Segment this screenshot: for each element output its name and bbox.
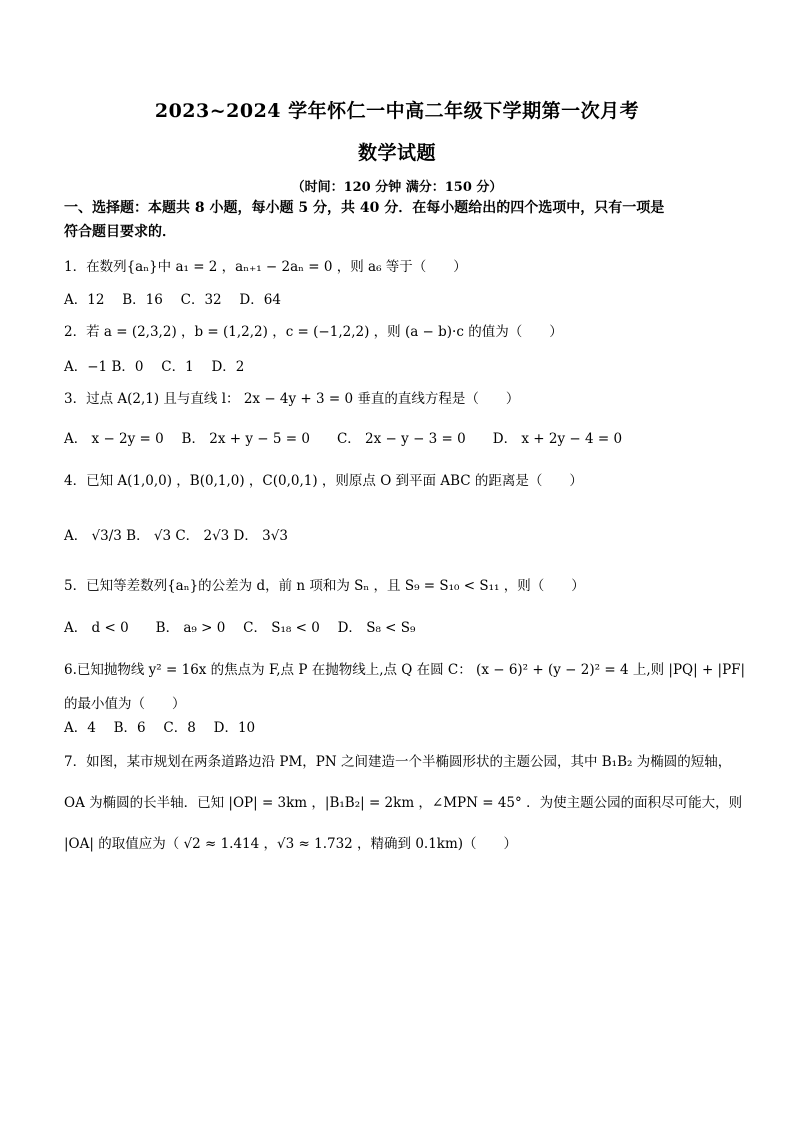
question-4-stem: 4．已知 A(1,0,0) ，B(0,1,0) ，C(0,0,1) ，则原点 O 到平面 ABC 的距离是（ ） <box>64 473 583 489</box>
section-heading-line2: 符合题目要求的． <box>64 224 176 240</box>
question-1-options: A．12 B．16 C．32 D．64 <box>64 292 281 308</box>
question-5-options: A． d < 0 B． a₉ > 0 C． S₁₈ < 0 D． S₈ < S₉ <box>64 620 416 636</box>
question-6-stem-line1: 6.已知抛物线 y² = 16x 的焦点为 F,点 P 在抛物线上,点 Q 在圆 C： (x − 6)² + (y − 2)² = 4 上,则 |PQ| + |PF| <box>64 662 746 678</box>
question-5-stem: 5．已知等差数列{aₙ}的公差为 d，前 n 项和为 Sₙ ，且 S₉ = S₁₀ < S₁₁ ，则（ ） <box>64 578 585 594</box>
exam-info: （时间：120 分钟 满分：150 分） <box>291 180 503 195</box>
question-6-stem-line2: 的最小值为（ ） <box>64 696 186 712</box>
question-2-options: A．−1 B．0 C．1 D．2 <box>64 359 245 375</box>
subject-title: 数学试题 <box>357 142 436 164</box>
exam-title: 2023~2024 学年怀仁一中高二年级下学期第一次月考 <box>154 100 640 122</box>
question-2-stem: 2．若 a = (2,3,2) ，b = (1,2,2) ，c = (−1,2,2) ，则 (a − b)·c 的值为（ ） <box>64 324 563 340</box>
question-1-stem: 1．在数列{aₙ}中 a₁ = 2 ，aₙ₊₁ − 2aₙ = 0 ，则 a₆ 等于（ ） <box>64 259 467 275</box>
question-7-line3: |OA| 的取值应为（ √2 ≈ 1.414 ，√3 ≈ 1.732 ，精确到 0.1km)（ ） <box>64 836 518 852</box>
question-6-options: A．4 B．6 C．8 D．10 <box>64 720 256 736</box>
question-3-stem: 3．过点 A(2,1) 且与直线 l： 2x − 4y + 3 = 0 垂直的直线方程是（ ） <box>64 391 520 407</box>
question-4-options: A． √3/3 B． √3 C． 2√3 D． 3√3 <box>64 528 288 544</box>
question-3-options: A． x − 2y = 0 B． 2x + y − 5 = 0 C． 2x − y − 3 = 0 D． x + 2y − 4 = 0 <box>64 431 623 447</box>
section-heading-line1: 一、选择题：本题共 8 小题，每小题 5 分，共 40 分．在每小题给出的四个选项中，只有一项是 <box>64 200 665 216</box>
question-7-line2: OA 为椭圆的长半轴．已知 |OP| = 3km ，|B₁B₂| = 2km ，∠MPN = 45° ．为使主题公园的面积尽可能大，则 <box>64 795 743 811</box>
question-7-line1: 7．如图，某市规划在两条道路边沿 PM，PN 之间建造一个半椭圆形状的主题公园，其中 B₁B₂ 为椭圆的短轴， <box>64 754 732 770</box>
